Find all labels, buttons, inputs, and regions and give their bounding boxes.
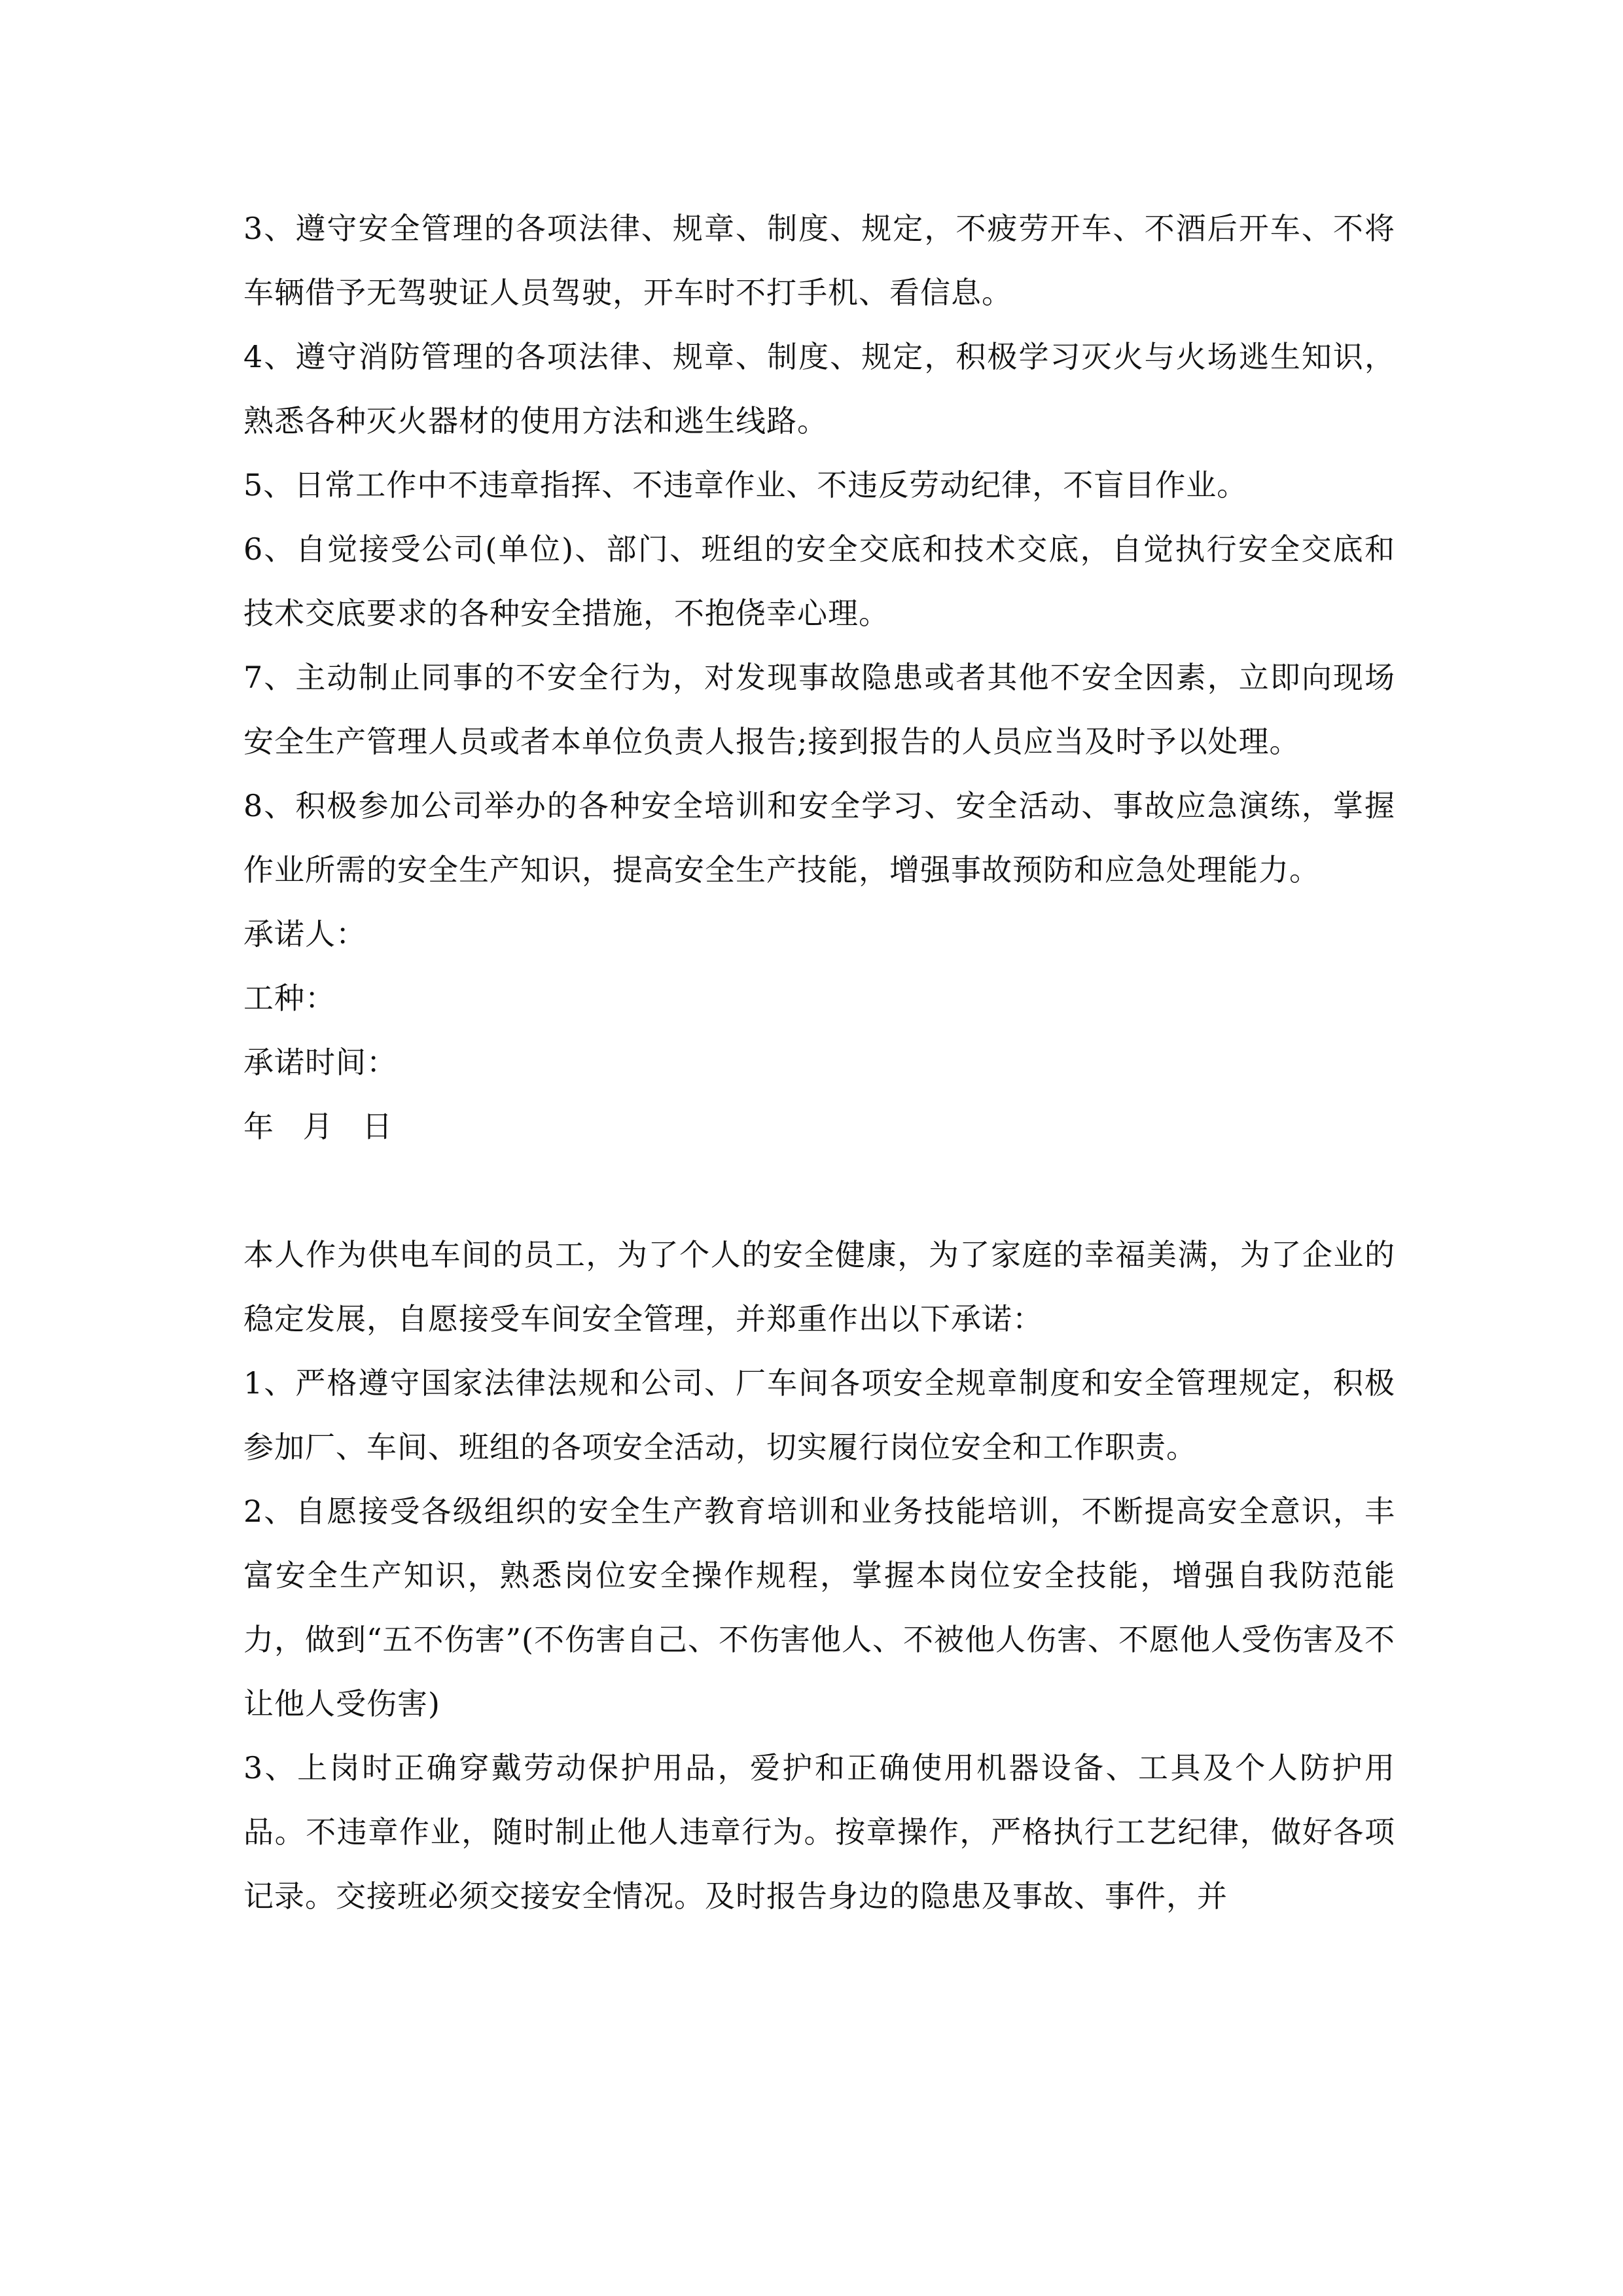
- commitment-time-label: 承诺时间：: [243, 1045, 397, 1080]
- commitment-item-5: 5、日常工作中不违章指挥、不违章作业、不违反劳动纪律，不盲目作业。: [243, 467, 1248, 503]
- job-type-label: 工种：: [243, 980, 336, 1016]
- commitment-item-6: 6、自觉接受公司(单位)、部门、班组的安全交底和技术交底，自觉执行安全交底和技术交底要求的各种安全措施，不抱侥幸心理。: [243, 531, 1395, 631]
- commitment-item-8: 8、积极参加公司举办的各种安全培训和安全学习、安全活动、事故应急演练，掌握作业所需的安全生产知识，提高安全生产技能，增强事故预防和应急处理能力。: [243, 788, 1395, 888]
- commitment-item-3: 3、遵守安全管理的各项法律、规章、制度、规定，不疲劳开车、不酒后开车、不将车辆借予无驾驶证人员驾驶，开车时不打手机、看信息。: [243, 211, 1395, 310]
- date-line: 年 月 日: [243, 1109, 393, 1144]
- second-pledge-intro: 本人作为供电车间的员工，为了个人的安全健康，为了家庭的幸福美满，为了企业的稳定发展，自愿接受车间安全管理，并郑重作出以下承诺：: [243, 1237, 1395, 1336]
- document-body: [243, 196, 1395, 1928]
- promisor-label: 承诺人：: [243, 916, 366, 952]
- commitment-item-4: 4、遵守消防管理的各项法律、规章、制度、规定，积极学习灭火与火场逃生知识，熟悉各种灭火器材的使用方法和逃生线路。: [243, 339, 1395, 439]
- second-pledge-item-2: 2、自愿接受各级组织的安全生产教育培训和业务技能培训，不断提高安全意识，丰富安全生产知识，熟悉岗位安全操作规程，掌握本岗位安全技能，增强自我防范能力，做到“五不伤害”(不伤害自己、不伤害他人、不被他人伤害、不愿他人受伤害及不让他人受伤害): [243, 1494, 1395, 1721]
- commitment-item-7: 7、主动制止同事的不安全行为，对发现事故隐患或者其他不安全因素，立即向现场安全生产管理人员或者本单位负责人报告;接到报告的人员应当及时予以处理。: [243, 660, 1395, 759]
- second-pledge-item-3: 3、上岗时正确穿戴劳动保护用品，爱护和正确使用机器设备、工具及个人防护用品。不违章作业，随时制止他人违章行为。按章操作，严格执行工艺纪律，做好各项记录。交接班必须交接安全情况。及时报告身边的隐患及事故、事件，并: [243, 1750, 1395, 1914]
- second-pledge-item-1: 1、严格遵守国家法律法规和公司、厂车间各项安全规章制度和安全管理规定，积极参加厂、车间、班组的各项安全活动，切实履行岗位安全和工作职责。: [243, 1365, 1395, 1465]
- section-gap: [243, 1158, 1395, 1223]
